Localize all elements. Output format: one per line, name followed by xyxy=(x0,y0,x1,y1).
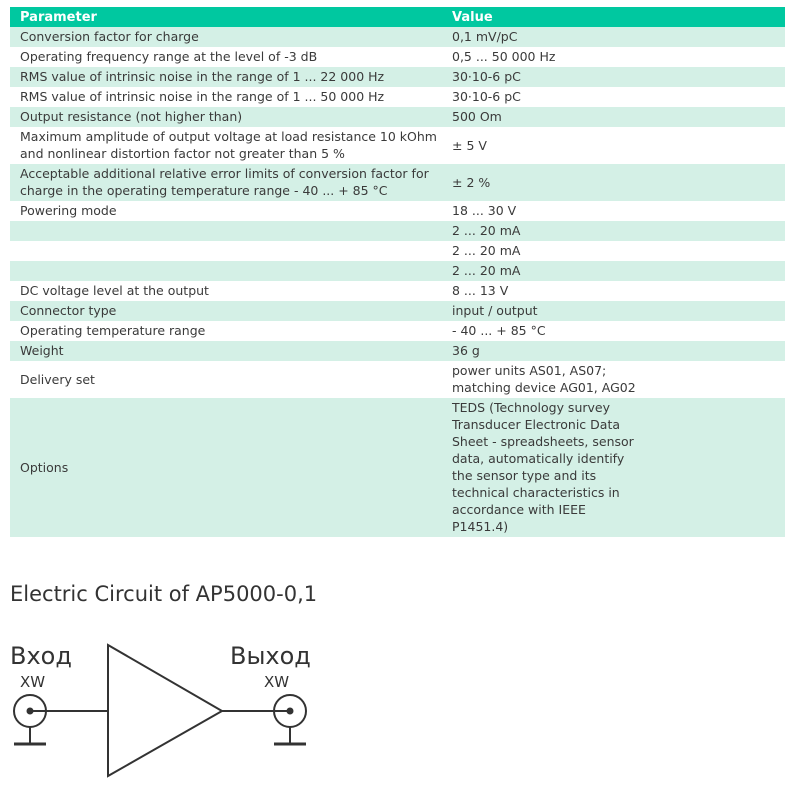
value-cell: 500 Om xyxy=(442,107,785,127)
param-cell: Delivery set xyxy=(10,361,442,398)
table-row xyxy=(10,341,785,361)
table-row xyxy=(10,201,785,221)
param-cell: Options xyxy=(10,398,442,537)
value-cell: 8 ... 13 V xyxy=(442,281,785,301)
param-cell xyxy=(10,261,442,281)
param-cell xyxy=(10,221,442,241)
param-cell xyxy=(10,241,442,261)
value-cell: ± 2 % xyxy=(442,164,785,201)
param-cell: RMS value of intrinsic noise in the range of 1 ... 22 000 Hz xyxy=(10,67,442,87)
value-cell: ± 5 V xyxy=(442,127,785,164)
input-connector-label: XW xyxy=(20,673,46,691)
param-cell: Output resistance (not higher than) xyxy=(10,107,442,127)
value-cell: 0,5 ... 50 000 Hz xyxy=(442,47,785,67)
param-cell: Maximum amplitude of output voltage at load resistance 10 kOhm and nonlinear distortion factor not greater than 5 % xyxy=(10,127,442,164)
circuit-title: Electric Circuit of AP5000-0,1 xyxy=(10,582,318,606)
table-row xyxy=(10,27,785,47)
spec-table xyxy=(10,7,785,537)
amplifier-triangle-icon xyxy=(108,645,222,776)
value-cell xyxy=(442,398,785,537)
value-cell: 30·10-6 pC xyxy=(442,87,785,107)
value-cell: input / output xyxy=(442,301,785,321)
header-parameter: Parameter xyxy=(10,7,442,27)
table-row xyxy=(10,321,785,341)
delivery-set-text: power units AS01, AS07; matching device AG01, AG02 xyxy=(452,363,636,395)
table-row xyxy=(10,127,785,164)
value-cell: 18 ... 30 V xyxy=(442,201,785,221)
table-row xyxy=(10,87,785,107)
table-row xyxy=(10,67,785,87)
table-row xyxy=(10,281,785,301)
param-cell: RMS value of intrinsic noise in the range of 1 ... 50 000 Hz xyxy=(10,87,442,107)
header-value: Value xyxy=(442,7,785,27)
input-connector-icon xyxy=(14,695,46,744)
value-cell: 2 ... 20 mA xyxy=(442,241,785,261)
output-label: Выход xyxy=(230,642,311,670)
value-cell: - 40 ... + 85 °C xyxy=(442,321,785,341)
table-row xyxy=(10,241,785,261)
amplifier-circuit-diagram xyxy=(0,620,330,785)
table-row xyxy=(10,361,785,398)
value-cell: 0,1 mV/pC xyxy=(442,27,785,47)
value-cell xyxy=(442,361,785,398)
table-row xyxy=(10,47,785,67)
table-row xyxy=(10,164,785,201)
output-connector-icon xyxy=(274,695,306,744)
table-row xyxy=(10,261,785,281)
param-cell: Operating frequency range at the level of -3 dB xyxy=(10,47,442,67)
value-cell: 36 g xyxy=(442,341,785,361)
value-cell: 30·10-6 pC xyxy=(442,67,785,87)
param-cell: Weight xyxy=(10,341,442,361)
options-text: TEDS (Technology survey Transducer Electronic Data Sheet - spreadsheets, sensor data, automatically identify the sensor type and its technical characteristics in accordance with IEEE P1451.4) xyxy=(452,400,634,534)
output-connector-label: XW xyxy=(264,673,290,691)
input-label: Вход xyxy=(10,642,72,670)
param-cell: Acceptable additional relative error limits of conversion factor for charge in the operating temperature range - 40 ... + 85 °C xyxy=(10,164,442,201)
param-cell: Powering mode xyxy=(10,201,442,221)
table-row xyxy=(10,107,785,127)
table-row xyxy=(10,398,785,537)
param-cell: DC voltage level at the output xyxy=(10,281,442,301)
value-cell: 2 ... 20 mA xyxy=(442,221,785,241)
table-row xyxy=(10,301,785,321)
table-row xyxy=(10,221,785,241)
table-header-row xyxy=(10,7,785,27)
value-cell: 2 ... 20 mA xyxy=(442,261,785,281)
param-cell: Conversion factor for charge xyxy=(10,27,442,47)
param-cell: Operating temperature range xyxy=(10,321,442,341)
param-cell: Connector type xyxy=(10,301,442,321)
